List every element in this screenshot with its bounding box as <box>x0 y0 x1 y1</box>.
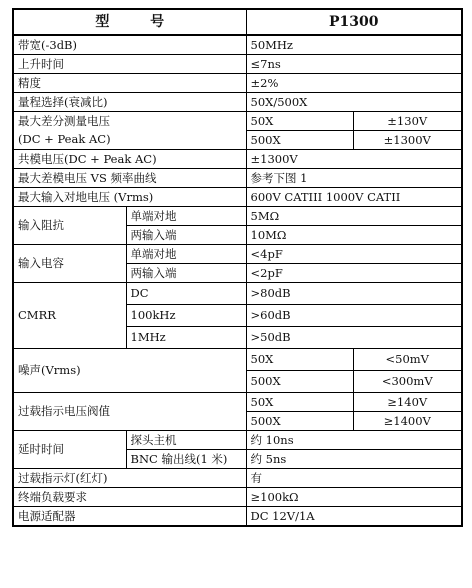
row-cmrr-1 <box>13 283 462 305</box>
row-input-capacitance-1 <box>13 245 462 264</box>
cmrr-sub-label-2: 100kHz <box>126 305 246 327</box>
common-mode-value: ±1300V <box>246 150 462 169</box>
row-noise-1 <box>13 349 462 371</box>
row-max-ground <box>13 188 462 207</box>
input-impedance-value-1: 5MΩ <box>246 207 462 226</box>
diff-curve-label: 最大差模电压 VS 频率曲线 <box>13 169 246 188</box>
cmrr-label: CMRR <box>13 283 126 349</box>
max-diff-label-line2: (DC + Peak AC) <box>13 131 246 150</box>
overload-led-value: 有 <box>246 469 462 488</box>
max-ground-label: 最大输入对地电压 (Vrms) <box>13 188 246 207</box>
noise-range-2: 500X <box>246 371 353 393</box>
cmrr-value-2: >60dB <box>246 305 462 327</box>
input-capacitance-sub-label-2: 两输入端 <box>126 264 246 283</box>
diff-curve-value: 参考下图 1 <box>246 169 462 188</box>
rise-time-label: 上升时间 <box>13 55 246 74</box>
overload-threshold-value-1: ≥140V <box>353 393 462 412</box>
overload-threshold-range-1: 50X <box>246 393 353 412</box>
input-capacitance-value-1: <4pF <box>246 245 462 264</box>
row-bandwidth <box>13 35 462 55</box>
spec-sheet <box>12 8 461 578</box>
max-diff-range-1: 50X <box>246 112 353 131</box>
bandwidth-label: 带宽(-3dB) <box>13 35 246 55</box>
delay-value-1: 约 10ns <box>246 431 462 450</box>
delay-value-2: 约 5ns <box>246 450 462 469</box>
max-diff-range-2: 500X <box>246 131 353 150</box>
row-overload-led <box>13 469 462 488</box>
termination-value: ≥100kΩ <box>246 488 462 507</box>
noise-label: 噪声(Vrms) <box>13 349 246 393</box>
row-diff-curve <box>13 169 462 188</box>
overload-threshold-value-2: ≥1400V <box>353 412 462 431</box>
termination-label: 终端负载要求 <box>13 488 246 507</box>
delay-sub-label-1: 探头主机 <box>126 431 246 450</box>
row-max-diff-2 <box>13 131 462 150</box>
row-range <box>13 93 462 112</box>
model-label: 型 号 <box>95 13 183 30</box>
row-termination <box>13 488 462 507</box>
input-capacitance-sub-label-1: 单端对地 <box>126 245 246 264</box>
rise-time-value: ≤7ns <box>246 55 462 74</box>
model-label-cell <box>13 9 246 35</box>
row-input-impedance-1 <box>13 207 462 226</box>
model-value: P1300 <box>246 9 462 35</box>
spec-table <box>12 8 463 527</box>
common-mode-label: 共模电压(DC + Peak AC) <box>13 150 246 169</box>
cmrr-value-3: >50dB <box>246 327 462 349</box>
delay-label: 延时时间 <box>13 431 126 469</box>
row-accuracy <box>13 74 462 93</box>
input-impedance-sub-label-2: 两输入端 <box>126 226 246 245</box>
cmrr-sub-label-3: 1MHz <box>126 327 246 349</box>
row-overload-threshold-1 <box>13 393 462 412</box>
range-label: 量程选择(衰减比) <box>13 93 246 112</box>
max-ground-value: 600V CATIII 1000V CATII <box>246 188 462 207</box>
noise-value-2: <300mV <box>353 371 462 393</box>
row-common-mode <box>13 150 462 169</box>
noise-value-1: <50mV <box>353 349 462 371</box>
input-capacitance-label: 输入电容 <box>13 245 126 283</box>
max-diff-value-1: ±130V <box>353 112 462 131</box>
input-capacitance-value-2: <2pF <box>246 264 462 283</box>
cmrr-sub-label-1: DC <box>126 283 246 305</box>
cmrr-value-1: >80dB <box>246 283 462 305</box>
adapter-label: 电源适配器 <box>13 507 246 527</box>
input-impedance-value-2: 10MΩ <box>246 226 462 245</box>
delay-sub-label-2: BNC 输出线(1 米) <box>126 450 246 469</box>
max-diff-label-line1: 最大差分测量电压 <box>13 112 246 131</box>
overload-threshold-label: 过载指示电压阀值 <box>13 393 246 431</box>
header-row <box>13 9 462 35</box>
row-max-diff-1 <box>13 112 462 131</box>
accuracy-value: ±2% <box>246 74 462 93</box>
accuracy-label: 精度 <box>13 74 246 93</box>
row-delay-1 <box>13 431 462 450</box>
input-impedance-label: 输入阻抗 <box>13 207 126 245</box>
range-value: 50X/500X <box>246 93 462 112</box>
max-diff-value-2: ±1300V <box>353 131 462 150</box>
overload-threshold-range-2: 500X <box>246 412 353 431</box>
row-rise-time <box>13 55 462 74</box>
noise-range-1: 50X <box>246 349 353 371</box>
row-adapter <box>13 507 462 527</box>
overload-led-label: 过载指示灯(红灯) <box>13 469 246 488</box>
input-impedance-sub-label-1: 单端对地 <box>126 207 246 226</box>
adapter-value: DC 12V/1A <box>246 507 462 527</box>
bandwidth-value: 50MHz <box>246 35 462 55</box>
